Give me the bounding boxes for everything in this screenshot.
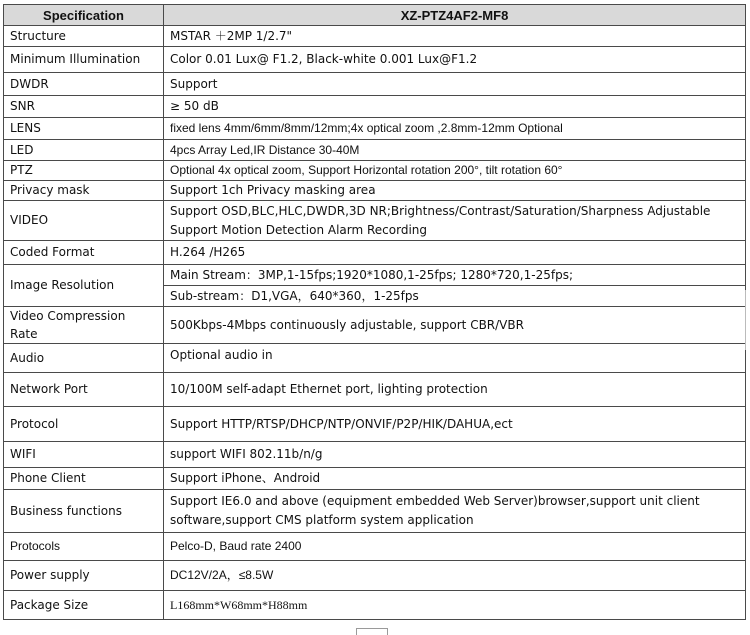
table-row <box>4 241 746 265</box>
table-row <box>4 161 746 181</box>
row-value: Support <box>164 73 746 96</box>
header-model: XZ-PTZ4AF2-MF8 <box>164 5 746 26</box>
page-footer-marker <box>356 628 388 635</box>
row-value: 10/100M self-adapt Ethernet port, lighting protection <box>164 373 746 407</box>
row-value: ≥ 50 dB <box>164 96 746 118</box>
value-line: Main Stream：3MP,1-15fps;1920*1080,1-25fps; 1280*720,1-25fps; <box>170 268 573 282</box>
value-line: Support Motion Detection Alarm Recording <box>170 222 427 237</box>
label-line: Rate <box>10 327 38 341</box>
label-line: Video Compression <box>10 309 126 323</box>
row-label: Minimum Illumination <box>4 47 164 73</box>
row-value: MSTAR ＋2MP 1/2.7" <box>164 26 746 47</box>
row-label: Structure <box>4 26 164 47</box>
table-row <box>4 373 746 407</box>
value-line: software,support CMS platform system application <box>170 513 474 527</box>
table-row <box>4 181 746 201</box>
row-value: Optional 4x optical zoom, Support Horizontal rotation 200°, tilt rotation 60° <box>164 161 746 181</box>
table-row <box>4 47 746 73</box>
row-value <box>164 490 746 533</box>
row-label: Network Port <box>4 373 164 407</box>
row-label: Coded Format <box>4 241 164 265</box>
row-label: Phone Client <box>4 468 164 490</box>
table-header-row <box>4 5 746 26</box>
row-label: SNR <box>4 96 164 118</box>
row-label: Audio <box>4 344 164 373</box>
value-line: Support OSD,BLC,HLC,DWDR,3D NR;Brightness/Contrast/Saturation/Sharpness Adjustable <box>170 203 711 218</box>
row-label: DWDR <box>4 73 164 96</box>
row-value: 500Kbps-4Mbps continuously adjustable, support CBR/VBR <box>164 307 746 344</box>
table-row <box>4 307 746 344</box>
row-value: Color 0.01 Lux@ F1.2, Black-white 0.001 Lux@F1.2 <box>164 47 746 73</box>
row-label: Business functions <box>4 490 164 533</box>
row-label: VIDEO <box>4 201 164 241</box>
row-value <box>164 201 746 241</box>
table-row <box>4 118 746 140</box>
row-label: WIFI <box>4 442 164 468</box>
row-value: support WIFI 802.11b/n/g <box>164 442 746 468</box>
table-row <box>4 533 746 561</box>
row-value <box>164 265 746 307</box>
row-label: LENS <box>4 118 164 140</box>
header-label: Specification <box>4 5 164 26</box>
table-row <box>4 442 746 468</box>
row-label: Privacy mask <box>4 181 164 201</box>
row-label <box>4 307 164 344</box>
table-row <box>4 96 746 118</box>
row-value: Pelco-D, Baud rate 2400 <box>164 533 746 561</box>
page-edge-line <box>745 290 746 350</box>
row-label: Package Size <box>4 591 164 620</box>
row-value: L168mm*W68mm*H88mm <box>164 591 746 620</box>
table-row <box>4 265 746 307</box>
value-line: Sub-stream：D1,VGA，640*360，1-25fps <box>164 285 745 306</box>
row-value: 4pcs Array Led,IR Distance 30-40M <box>164 140 746 161</box>
row-label: Protocol <box>4 407 164 442</box>
value-line: Support IE6.0 and above (equipment embedded Web Server)browser,support unit client <box>170 494 700 508</box>
row-value: DC12V/2A，≤8.5W <box>164 561 746 591</box>
row-value: Optional audio in <box>164 344 746 373</box>
row-label: Protocols <box>4 533 164 561</box>
row-value: Support HTTP/RTSP/DHCP/NTP/ONVIF/P2P/HIK/DAHUA,ect <box>164 407 746 442</box>
table-row <box>4 26 746 47</box>
row-label: PTZ <box>4 161 164 181</box>
table-row <box>4 407 746 442</box>
row-label: Image Resolution <box>4 265 164 307</box>
specification-table <box>3 4 746 620</box>
table-row <box>4 561 746 591</box>
table-row <box>4 591 746 620</box>
table-row <box>4 73 746 96</box>
row-value: H.264 /H265 <box>164 241 746 265</box>
row-value: Support 1ch Privacy masking area <box>164 181 746 201</box>
table-row <box>4 490 746 533</box>
row-value: fixed lens 4mm/6mm/8mm/12mm;4x optical zoom ,2.8mm-12mm Optional <box>164 118 746 140</box>
row-value: Support iPhone、Android <box>164 468 746 490</box>
table-row <box>4 344 746 373</box>
table-row <box>4 201 746 241</box>
table-row <box>4 140 746 161</box>
table-row <box>4 468 746 490</box>
row-label: Power supply <box>4 561 164 591</box>
row-label: LED <box>4 140 164 161</box>
